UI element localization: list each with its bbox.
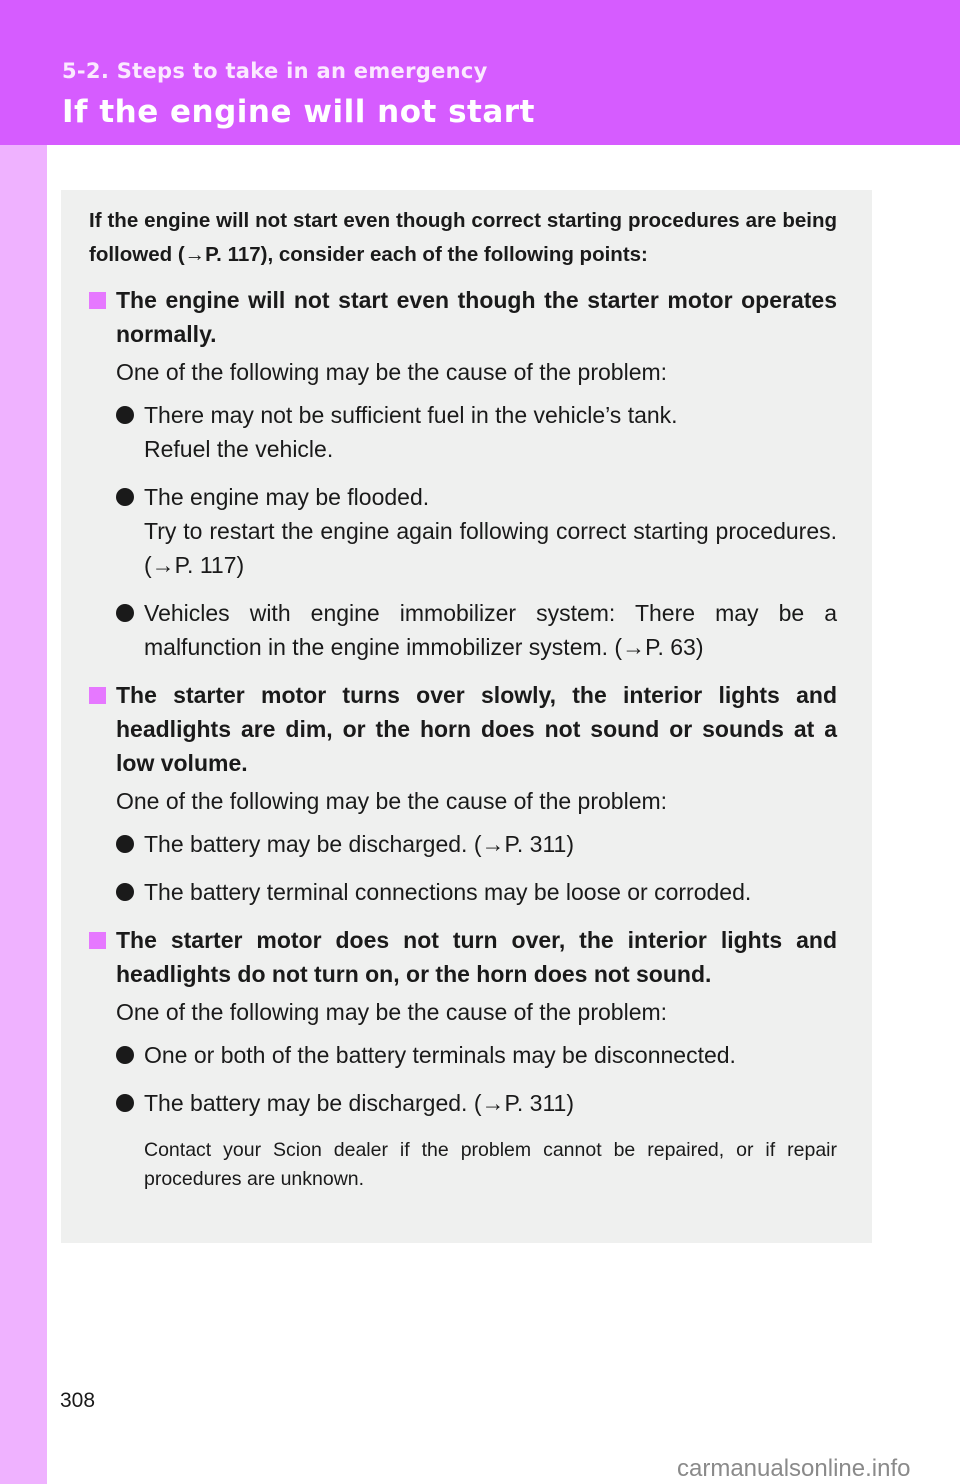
list-item-text: There may not be sufficient fuel in the vehicle’s tank. (144, 402, 678, 428)
section-heading-text: The starter motor turns over slowly, the interior lights and headlights are dim, or the horn does not sound or sounds at a low volume. (116, 682, 837, 776)
cause-text: One of the following may be the cause of the problem: (116, 788, 668, 814)
round-bullet-icon (116, 406, 134, 424)
square-bullet-icon (89, 932, 106, 949)
list-item (89, 596, 837, 664)
section-starter-dead (89, 923, 837, 1194)
round-bullet-icon (116, 835, 134, 853)
list-item-text: The battery may be discharged. (→P. 311) (144, 1090, 574, 1116)
list-item-text: The engine may be flooded. (144, 484, 430, 510)
list-item (89, 1038, 837, 1072)
section-heading (89, 923, 837, 991)
page-number: 308 (60, 1389, 96, 1412)
list-item-text: The battery may be discharged. (→P. 311) (144, 831, 574, 857)
section-heading-text: The starter motor does not turn over, the interior lights and headlights do not turn on, or the horn does not sound. (116, 927, 837, 987)
list-item-detail: Try to restart the engine again following correct starting procedures. (→P. 117) (144, 518, 837, 578)
content-box (61, 190, 872, 1243)
intro-text: If the engine will not start even though correct starting procedures are being followed (→P. 117), consider each of the following points: (89, 209, 837, 266)
section-starter-slow (89, 678, 837, 909)
side-strip (0, 145, 47, 1484)
list-item (89, 1086, 837, 1120)
square-bullet-icon (89, 292, 106, 309)
cause-text: One of the following may be the cause of the problem: (116, 999, 668, 1025)
section-starter-normal (89, 283, 837, 664)
watermark: carmanualsonline.info (677, 1455, 911, 1482)
list-item (89, 827, 837, 861)
round-bullet-icon (116, 604, 134, 622)
section-heading (89, 283, 837, 351)
round-bullet-icon (116, 883, 134, 901)
dealer-note: Contact your Scion dealer if the problem cannot be repaired, or if repair procedures are unknown. (144, 1139, 837, 1190)
section-heading-text: The engine will not start even though the starter motor operates normally. (116, 287, 837, 347)
list-item (89, 398, 837, 466)
page-title: If the engine will not start (62, 94, 535, 130)
list-item-text: Vehicles with engine immobilizer system: There may be a malfunction in the engine immobilizer system. (→P. 63) (144, 600, 837, 660)
round-bullet-icon (116, 488, 134, 506)
round-bullet-icon (116, 1094, 134, 1112)
section-label: 5-2. Steps to take in an emergency (62, 59, 488, 83)
cause-text: One of the following may be the cause of the problem: (116, 359, 668, 385)
round-bullet-icon (116, 1046, 134, 1064)
list-item-detail: Refuel the vehicle. (144, 436, 334, 462)
list-item-text: The battery terminal connections may be loose or corroded. (144, 879, 752, 905)
square-bullet-icon (89, 687, 106, 704)
list-item-text: One or both of the battery terminals may be disconnected. (144, 1042, 736, 1068)
list-item (89, 875, 837, 909)
list-item (89, 480, 837, 582)
section-heading (89, 678, 837, 780)
